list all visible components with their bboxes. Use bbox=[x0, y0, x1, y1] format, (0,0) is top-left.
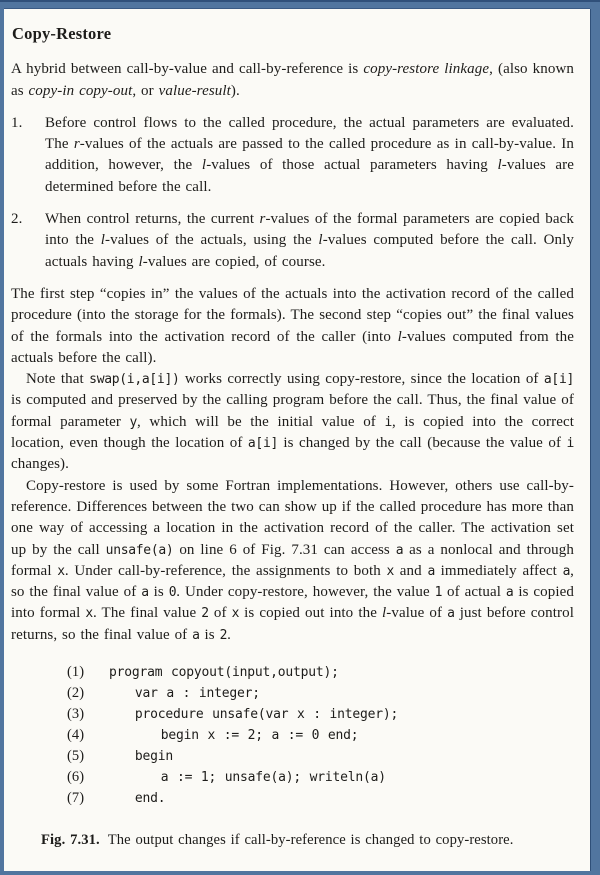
item-2-number: 2. bbox=[11, 211, 23, 228]
item-1-text: Before control flows to the called procedure, the actual parameters are evaluated. The r-values of the actuals are passed to the called procedure as in call-by-value. In addition, however, the l-values of those actual parameters having l-values are determined before the call. bbox=[45, 114, 575, 195]
code-line-text: program copyout(input,output); bbox=[109, 665, 339, 681]
item-2-text: When control returns, the current r-values of the formal parameters are copied back into the l-values of the actuals, using the l-values computed before the call. Only actuals having l-values are copied, of course. bbox=[45, 211, 575, 270]
figure-caption-text: The output changes if call-by-reference is changed to copy-restore. bbox=[107, 832, 514, 849]
paragraph-copies: The first step “copies in” the values of the actuals into the activation record of the called procedure (into the storage for the formals). The second step “copies out” the final values of the formals into the activation record of the caller (into l-values computed from the actuals before the call). bbox=[11, 285, 574, 366]
code-line bbox=[67, 683, 574, 704]
item-1-number: 1. bbox=[11, 114, 23, 131]
code-line bbox=[67, 704, 574, 725]
numbered-item-2 bbox=[11, 209, 574, 273]
code-line-text: end. bbox=[109, 791, 166, 807]
figure-caption-label: Fig. 7.31. bbox=[41, 832, 100, 849]
code-line bbox=[67, 767, 574, 788]
code-line-number: (5) bbox=[67, 748, 85, 765]
code-listing bbox=[67, 662, 574, 809]
code-line-text: begin x := 2; a := 0 end; bbox=[109, 728, 359, 744]
code-line bbox=[67, 725, 574, 746]
intro-paragraph: A hybrid between call-by-value and call-by-reference is copy-restore linkage, (also known as copy-in copy-out, or value-result). bbox=[11, 61, 574, 99]
section-heading: Copy-Restore bbox=[12, 24, 112, 43]
code-line-number: (2) bbox=[67, 685, 85, 702]
code-line-number: (7) bbox=[67, 790, 85, 807]
figure-caption bbox=[41, 830, 574, 851]
code-line-text: var a : integer; bbox=[109, 686, 260, 702]
code-line-text: procedure unsafe(var x : integer); bbox=[109, 707, 399, 723]
code-line bbox=[67, 788, 574, 809]
code-line-number: (3) bbox=[67, 706, 85, 723]
code-line-number: (6) bbox=[67, 769, 85, 786]
paragraph-note-swap: Note that swap(i,a[i]) works correctly using copy-restore, since the location of a[i] is computed and preserved by the calling program before the call. Thus, the final value of formal parameter y, which will be the initial value of i, is copied into the correct location, even though the location of a[i] is changed by the call (because the value of i changes). bbox=[11, 371, 574, 473]
book-page bbox=[4, 9, 590, 871]
code-line bbox=[67, 746, 574, 767]
numbered-item-1 bbox=[11, 113, 574, 198]
paragraph-fortran: Copy-restore is used by some Fortran implementations. However, others use call-by-reference. Differences between the two can show up if the called procedure has more than one way of accessing a location in the activation record of the caller. The activation set up by the call unsafe(a) on line 6 of Fig. 7.31 can access a as a nonlocal and through formal x. Under call-by-reference, the assignments to both x and a immediately affect a, so the final value of a is 0. Under copy-restore, however, the value 1 of actual a is copied into formal x. The final value 2 of x is copied out into the l-value of a just before control returns, so the final value of a is 2. bbox=[11, 477, 575, 643]
code-line-text: begin bbox=[109, 749, 174, 765]
code-line-text: a := 1; unsafe(a); writeln(a) bbox=[109, 770, 386, 786]
code-line-number: (1) bbox=[67, 664, 85, 681]
code-line-number: (4) bbox=[67, 727, 85, 744]
code-line bbox=[67, 662, 574, 683]
